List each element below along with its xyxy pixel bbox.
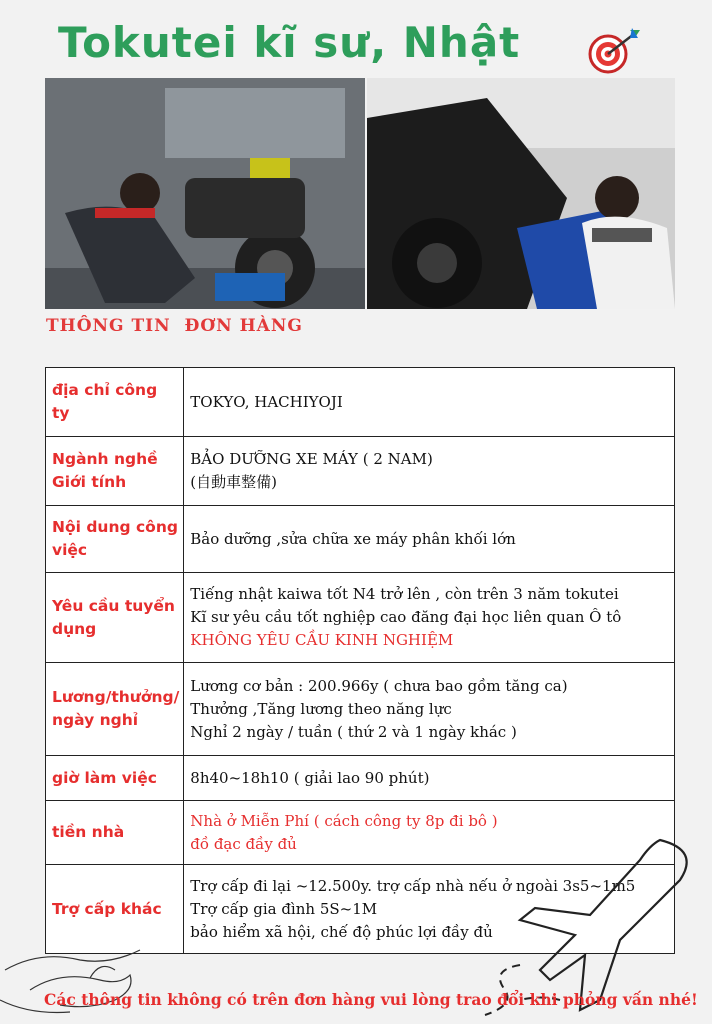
row-label: Yêu cầu tuyển dụng	[46, 573, 184, 663]
table-row	[46, 368, 675, 437]
value-line-highlight: đồ đạc đầy đủ	[190, 834, 297, 853]
value-line: Trợ cấp đi lại ~12.500y. trợ cấp nhà nếu ở ngoài 3s5~1m5	[190, 876, 636, 895]
value-line-highlight: KHÔNG YÊU CẦU KINH NGHIỆM	[190, 631, 454, 649]
row-label: giờ làm việc	[46, 756, 184, 801]
row-label: Nội dung công việc	[46, 506, 184, 573]
value-line: bảo hiểm xã hội, chế độ phúc lợi đầy đủ	[190, 922, 493, 941]
photo-mechanic-right	[367, 78, 675, 309]
info-table	[45, 367, 675, 954]
table-row	[46, 573, 675, 663]
row-value	[184, 506, 675, 573]
value-line: Thưởng ,Tăng lương theo năng lực	[190, 699, 452, 718]
value-line: Lương cơ bản : 200.966y ( chưa bao gồm tăng ca)	[190, 676, 568, 695]
value-line: TOKYO, HACHIYOJI	[190, 392, 343, 411]
value-line: 8h40~18h10 ( giải lao 90 phút)	[190, 768, 430, 787]
mechanic-photo-illustration	[45, 78, 365, 309]
value-line: Trợ cấp gia đình 5S~1M	[190, 899, 378, 918]
target-dart-icon	[586, 26, 642, 76]
value-line-highlight: Nhà ở Miễn Phí ( cách công ty 8p đi bô )	[190, 811, 498, 830]
row-label: Trợ cấp khác	[46, 865, 184, 954]
row-label: địa chỉ công ty	[46, 368, 184, 437]
table-row	[46, 437, 675, 506]
value-line: BẢO DƯỠNG XE MÁY ( 2 NAM)	[190, 450, 433, 468]
mechanic-photo-illustration-2	[367, 78, 675, 309]
table-row	[46, 801, 675, 865]
row-value	[184, 368, 675, 437]
section-title: THÔNG TIN ĐƠN HÀNG	[46, 316, 303, 336]
row-label: tiền nhà	[46, 801, 184, 865]
value-line: Kĩ sư yêu cầu tốt nghiệp cao đăng đại học liên quan Ô tô	[190, 608, 622, 626]
row-value	[184, 437, 675, 506]
row-value	[184, 573, 675, 663]
value-line: Bảo dưỡng ,sửa chữa xe máy phân khối lớn	[190, 529, 516, 548]
row-value	[184, 663, 675, 756]
footer-note: Các thông tin không có trên đơn hàng vui lòng trao đổi khi phỏng vấn nhé!	[44, 990, 698, 1009]
row-value	[184, 801, 675, 865]
photo-mechanic-left	[45, 78, 365, 309]
table-row	[46, 506, 675, 573]
row-value	[184, 865, 675, 954]
value-line: Nghỉ 2 ngày / tuần ( thứ 2 và 1 ngày khác )	[190, 722, 517, 741]
table-row	[46, 865, 675, 954]
table-row	[46, 756, 675, 801]
value-line: Tiếng nhật kaiwa tốt N4 trở lên , còn trên 3 năm tokutei	[190, 585, 619, 603]
page-title: Tokutei kĩ sư, Nhật	[58, 18, 521, 67]
value-line: (自動車整備)	[190, 473, 277, 491]
row-label: Lương/thưởng/ ngày nghỉ	[46, 663, 184, 756]
row-value	[184, 756, 675, 801]
table-row	[46, 663, 675, 756]
row-label: Ngành nghề Giới tính	[46, 437, 184, 506]
